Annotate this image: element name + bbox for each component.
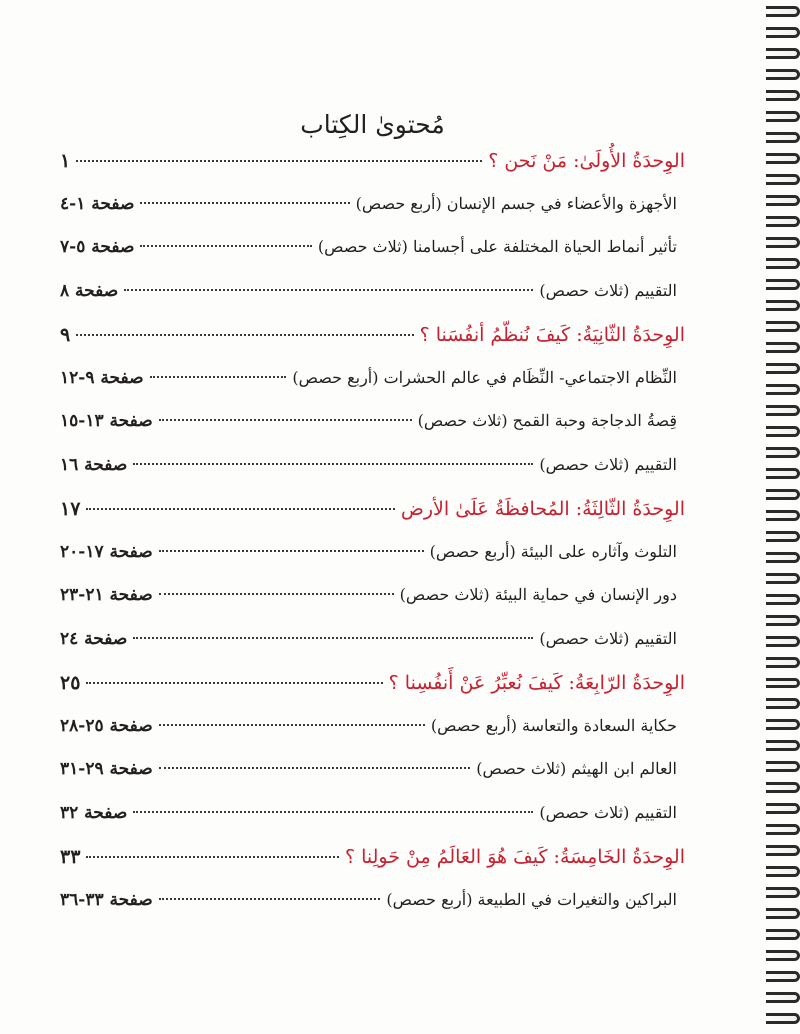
toc-lesson-row: [60, 803, 685, 847]
spiral-coil: [766, 237, 800, 248]
spiral-coil: [766, 6, 800, 17]
toc-lesson-row: [60, 629, 685, 673]
lesson-title: تأثير أنماط الحياة المختلفة على أجسامنا (ثلاث حصص): [317, 237, 677, 256]
page-number: صفحة ١-٤: [60, 193, 135, 214]
spiral-coil: [766, 573, 800, 584]
page-number: صفحة ٣٣-٣٦: [60, 889, 153, 910]
dot-leader: [159, 419, 412, 421]
spiral-coil: [766, 740, 800, 751]
dot-leader: [159, 724, 425, 726]
dot-leader: [159, 593, 394, 595]
lesson-title: الأجهزة والأعضاء في جسم الإنسان (أربع حصص): [355, 193, 677, 213]
lesson-title: العالم ابن الهيثم (ثلاث حصص): [476, 759, 677, 778]
spiral-coil: [766, 950, 800, 961]
dot-leader: [133, 637, 533, 639]
dot-leader: [140, 245, 311, 247]
toc-lesson-row: [60, 890, 685, 934]
spiral-coil: [766, 342, 800, 353]
page-number: صفحة ١٣-١٥: [60, 411, 153, 431]
spiral-coil: [766, 48, 800, 59]
spiral-coil: [766, 719, 800, 730]
page-number: صفحة ١٧-٢٠: [60, 541, 153, 562]
spiral-coil: [766, 132, 800, 143]
unit-title: الوِحدَةُ الخَامِسَةُ: كَيفَ هُوَ العَالَمُ مِنْ حَولِنا ؟: [344, 846, 685, 868]
toc-lesson-row: [60, 281, 685, 325]
lesson-title: النِّظام الاجتماعي- النِّظَام في عالم الحشرات (أربع حصص): [292, 367, 677, 387]
toc-list: [60, 150, 685, 933]
toc-lesson-row: [60, 716, 685, 760]
dot-leader: [133, 463, 533, 465]
spiral-coil: [766, 300, 800, 311]
spiral-coil: [766, 803, 800, 814]
spiral-coil: [766, 678, 800, 689]
dot-leader: [86, 508, 394, 510]
lesson-title: البراكين والتغيرات في الطبيعة (أربع حصص): [386, 889, 677, 909]
spiral-coil: [766, 531, 800, 542]
dot-leader: [86, 856, 339, 858]
dot-leader: [124, 289, 533, 291]
lesson-title: التلوث وآثاره على البيئة (أربع حصص): [429, 541, 677, 561]
spiral-coil: [766, 908, 800, 919]
page-number: صفحة ١٦: [60, 454, 128, 475]
toc-lesson-row: [60, 237, 685, 281]
toc-lesson-row: [60, 759, 685, 803]
toc-lesson-row: [60, 368, 685, 412]
dot-leader: [159, 550, 424, 552]
unit-title: الوِحدَةُ الرّابِعَةُ: كَيفَ نُعبِّرُ عَنْ أَنفُسِنا ؟: [388, 672, 685, 694]
unit-title: الوِحدَةُ الثّانِيَةُ: كَيفَ نُنظّمُ أنفُسَنا ؟: [419, 324, 685, 346]
unit-title: الوِحدَةُ الثّالِثَةُ: المُحافظَةُ عَلَىٰ الأرض: [400, 498, 685, 520]
dot-leader: [76, 334, 413, 336]
unit-title: الوِحدَةُ الأُولَىٰ: مَنْ نَحن ؟: [488, 150, 685, 172]
spiral-coil: [766, 111, 800, 122]
spiral-coil: [766, 447, 800, 458]
spiral-coil: [766, 90, 800, 101]
page-number: ٢٥: [60, 672, 81, 694]
toc-lesson-row: [60, 585, 685, 629]
page-title: مُحتوىٰ الكِتاب: [300, 110, 445, 139]
spiral-coil: [766, 195, 800, 206]
spiral-coil: [766, 824, 800, 835]
page-number: صفحة ٢٩-٣١: [60, 759, 153, 779]
spiral-coil: [766, 1013, 800, 1024]
dot-leader: [140, 202, 349, 204]
spiral-coil: [766, 636, 800, 647]
table-of-contents: [60, 108, 685, 933]
toc-unit-row: [60, 150, 685, 194]
dot-leader: [159, 767, 471, 769]
lesson-title: التقييم (ثلاث حصص): [539, 802, 677, 822]
spiral-coil: [766, 216, 800, 227]
spiral-coil: [766, 153, 800, 164]
page-number: ١: [60, 150, 71, 172]
spiral-coil: [766, 69, 800, 80]
spiral-coil: [766, 279, 800, 290]
toc-unit-row: [60, 672, 685, 716]
dot-leader: [133, 811, 533, 813]
spiral-coil: [766, 321, 800, 332]
lesson-title: التقييم (ثلاث حصص): [539, 454, 677, 474]
spiral-coil: [766, 845, 800, 856]
spiral-coil: [766, 510, 800, 521]
spiral-coil: [766, 971, 800, 982]
spiral-coil: [766, 27, 800, 38]
spiral-coil: [766, 258, 800, 269]
spiral-coil: [766, 929, 800, 940]
page-number: صفحة ٢١-٢٣: [60, 585, 153, 605]
lesson-title: حكاية السعادة والتعاسة (أربع حصص): [430, 715, 677, 735]
spiral-coil: [766, 426, 800, 437]
spiral-coil: [766, 866, 800, 877]
lesson-title: دور الإنسان في حماية البيئة (ثلاث حصص): [399, 585, 677, 604]
spiral-coil: [766, 761, 800, 772]
spiral-coil: [766, 489, 800, 500]
spiral-coil: [766, 552, 800, 563]
toc-lesson-row: [60, 411, 685, 455]
page-number: صفحة ٨: [60, 280, 119, 301]
spiral-coil: [766, 657, 800, 668]
spiral-coil: [766, 615, 800, 626]
spiral-coil: [766, 782, 800, 793]
spiral-coil: [766, 468, 800, 479]
page-number: صفحة ٢٥-٢٨: [60, 715, 153, 736]
spiral-coil: [766, 887, 800, 898]
lesson-title: التقييم (ثلاث حصص): [539, 280, 677, 300]
toc-unit-row: [60, 498, 685, 542]
spiral-coil: [766, 698, 800, 709]
spiral-coil: [766, 405, 800, 416]
page-number: صفحة ٢٤: [60, 628, 128, 649]
lesson-title: التقييم (ثلاث حصص): [539, 628, 677, 648]
toc-lesson-row: [60, 194, 685, 238]
page-number: صفحة ٩-١٢: [60, 367, 144, 388]
spiral-binding: [760, 0, 800, 1034]
page-number: ٣٣: [60, 846, 81, 868]
dot-leader: [86, 682, 382, 684]
page-number: ١٧: [60, 498, 81, 520]
toc-unit-row: [60, 324, 685, 368]
dot-leader: [159, 898, 381, 900]
spiral-coil: [766, 594, 800, 605]
spiral-coil: [766, 363, 800, 374]
lesson-title: قِصةُ الدجاجة وحبة القمح (ثلاث حصص): [417, 411, 677, 430]
spiral-coil: [766, 992, 800, 1003]
toc-lesson-row: [60, 542, 685, 586]
toc-lesson-row: [60, 455, 685, 499]
spiral-coil: [766, 174, 800, 185]
page-number: صفحة ٣٢: [60, 802, 128, 823]
dot-leader: [76, 160, 482, 162]
page-number: ٩: [60, 324, 71, 346]
page-number: صفحة ٥-٧: [60, 237, 135, 257]
dot-leader: [150, 376, 287, 378]
spiral-coil: [766, 384, 800, 395]
toc-unit-row: [60, 846, 685, 890]
